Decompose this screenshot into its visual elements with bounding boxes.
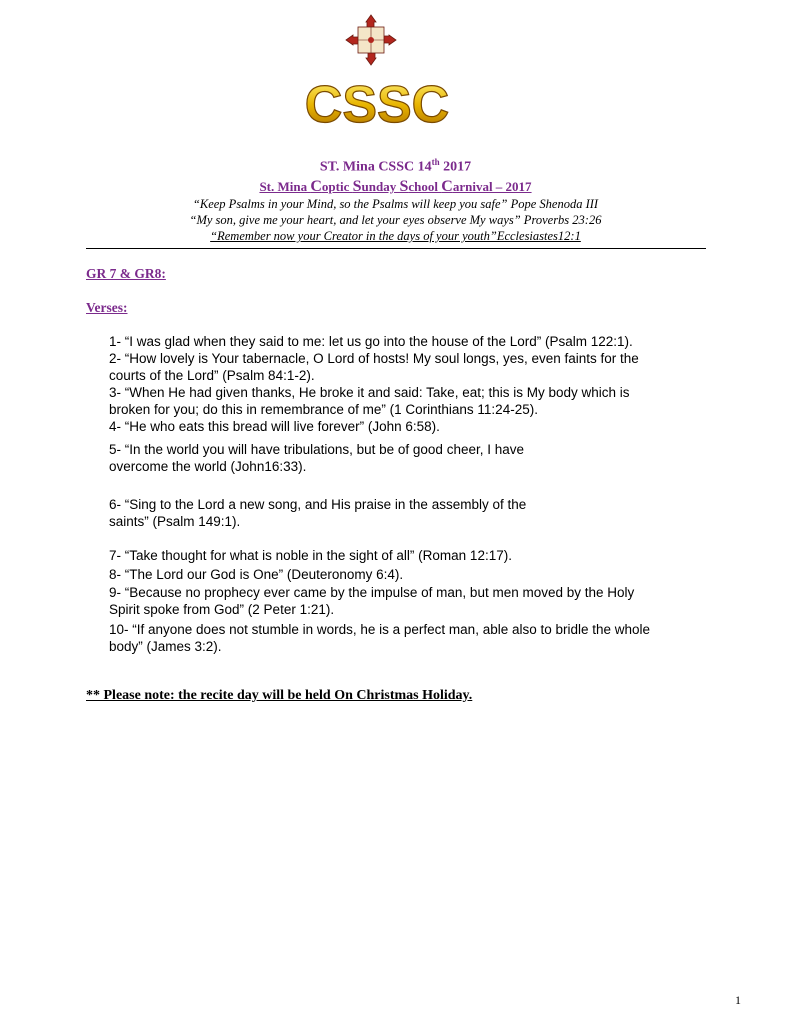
- coptic-cross-logo: [345, 14, 397, 66]
- verse-6: 6- “Sing to the Lord a new song, and His praise in the assembly of the saints” (Psalm 149:1).: [109, 497, 527, 529]
- cssc-logo: [304, 72, 450, 134]
- verse-8: 8- “The Lord our God is One” (Deuteronomy 6:4).: [109, 567, 404, 582]
- quote-proverbs: “My son, give me your heart, and let your eyes observe My ways” Proverbs 23:26: [189, 213, 602, 227]
- logo-lettering: CSSC: [304, 76, 450, 134]
- verse-5: 5- “In the world you will have tribulations, but be of good cheer, I have overcome the world (John16:33).: [109, 442, 524, 474]
- grade-heading: GR 7 & GR8:: [86, 266, 166, 281]
- verse-4: 4- “He who eats this bread will live forever” (John 6:58).: [109, 419, 440, 434]
- verses-heading: Verses:: [86, 300, 128, 315]
- verse-10: 10- “If anyone does not stumble in words, he is a perfect man, able also to bridle the whole body” (James 3:2).: [109, 622, 651, 654]
- verse-9: 9- “Because no prophecy ever came by the impulse of man, but men moved by the Holy Spirit spoke from God” (2 Peter 1:21).: [109, 585, 635, 617]
- verse-7: 7- “Take thought for what is noble in the sight of all” (Roman 12:17).: [109, 548, 512, 563]
- quote-ecclesiastes: “Remember now your Creator in the days of your youth”Ecclesiastes12:1: [210, 229, 581, 243]
- page-title: ST. Mina CSSC 14th 2017: [319, 157, 472, 175]
- header-divider: [86, 248, 706, 249]
- page-number: 1: [735, 993, 741, 1007]
- verse-3: 3- “When He had given thanks, He broke it and said: Take, eat; this is My body which is broken for you; do this in remembrance of me” (1 Corinthians 11:24-25).: [109, 385, 630, 417]
- verse-1: 1- “I was glad when they said to me: let us go into the house of the Lord” (Psalm 122:1).: [109, 334, 633, 349]
- carnival-title: St. Mina Coptic Sunday School Carnival – 2017: [259, 178, 532, 195]
- recite-day-note: ** Please note: the recite day will be held On Christmas Holiday.: [86, 688, 473, 703]
- verse-2: 2- “How lovely is Your tabernacle, O Lord of hosts! My soul longs, yes, even faints for the courts of the Lord” (Psalm 84:1-2).: [109, 351, 639, 383]
- quote-pope-shenoda: “Keep Psalms in your Mind, so the Psalms will keep you safe” Pope Shenoda III: [192, 197, 599, 211]
